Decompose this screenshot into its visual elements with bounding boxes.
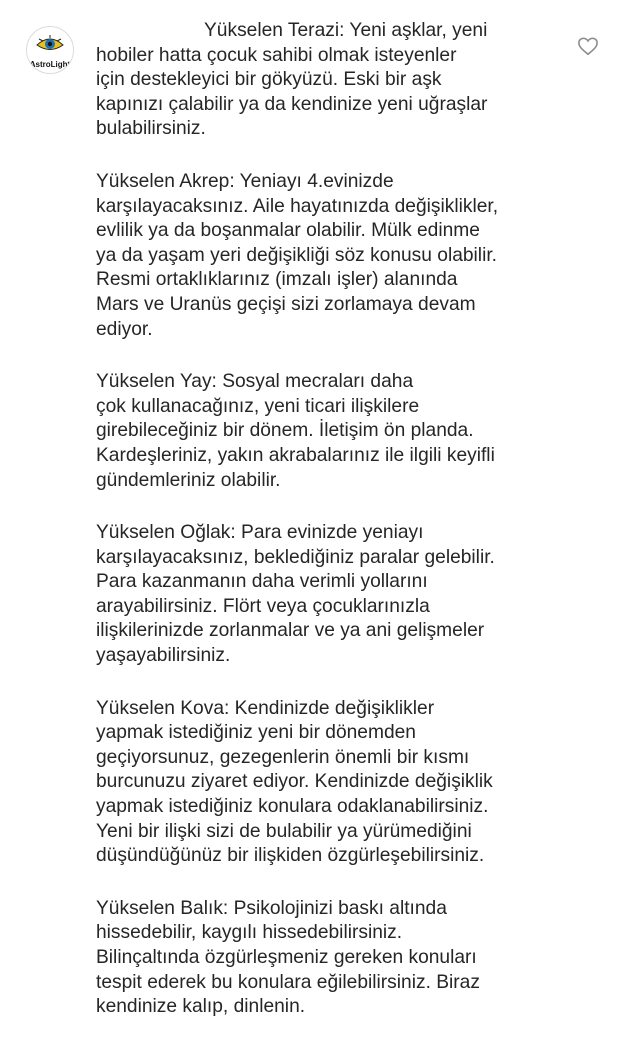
comment-line: Yükselen Terazi: Yeni aşklar, yeni (204, 20, 488, 41)
comment-line: ilişkilerinizde zorlanmalar ve ya ani gelişmeler (96, 620, 485, 642)
comment-line: hobiler hatta çocuk sahibi olmak isteyenler (96, 44, 457, 66)
comment-line: Yükselen Balık: Psikolojinizi baskı altında (96, 897, 447, 919)
comment-line: gündemleriniz olabilir. (96, 469, 281, 491)
comment-line: kapınızı çalabilir ya da kendinize yeni uğraşlar (96, 93, 488, 115)
comment-line: düşündüğünüz bir ilişkiden özgürleşebilirsiniz. (96, 845, 485, 867)
comment-line: yapmak istediğiniz yeni bir dönemden (96, 722, 416, 744)
heart-outline-icon (577, 36, 599, 56)
comment-line: evlilik ya da boşanmalar olabilir. Mülk edinme (96, 220, 480, 242)
comment-line: Para kazanmanın daha verimli yollarını (96, 571, 428, 593)
comment-paragraph (96, 521, 568, 669)
comment-line: bulabilirsiniz. (96, 118, 206, 140)
comment-line: karşılayacaksınız. Aile hayatınızda değişiklikler, (96, 195, 499, 217)
comment-line: Yeni bir ilişki sizi de bulabilir ya yürümediğini (96, 820, 472, 842)
comment-line: yapmak istediğiniz konulara odaklanabilirsiniz. (96, 796, 489, 818)
comment-paragraph (96, 897, 568, 1020)
comment-line: Yükselen Akrep: Yeniayı 4.evinizde (96, 170, 394, 192)
comment-paragraph (96, 19, 568, 142)
comment-line: arayabilirsiniz. Flört veya çocuklarınızla (96, 595, 430, 617)
comment-line: Bilinçaltında özgürleşmeniz gereken konuları (96, 947, 477, 968)
comment-line: kendinize kalıp, dinlenin. (96, 996, 306, 1018)
comment-line: Yükselen Kova: Kendinizde değişiklikler (96, 697, 435, 719)
comment-line: Mars ve Uranüs geçişi sizi zorlamaya devam (96, 293, 476, 315)
comment-text (96, 19, 568, 1048)
comment-line: yaşayabilirsiniz. (96, 645, 231, 667)
comment-line: karşılayacaksınız, beklediğiniz paralar gelebilir. (96, 546, 495, 568)
comment-line: burcunuzu ziyaret ediyor. Kendinizde değişiklik (96, 771, 493, 793)
comment-line: Kardeşleriniz, yakın akrabalarınız ile ilgili keyifli (96, 444, 495, 466)
comment-line: Yükselen Yay: Sosyal mecraları daha (96, 371, 414, 393)
like-button[interactable] (577, 36, 599, 56)
comment-line: tespit ederek bu konulara eğilebilirsiniz. Biraz (96, 971, 480, 993)
avatar-brand-text: AstroLight (29, 60, 71, 69)
comment-paragraph (96, 697, 568, 869)
comment-line: hissedebilir, kaygılı hissedebilirsiniz. (96, 922, 403, 944)
profile-avatar[interactable] (26, 26, 74, 74)
comment-paragraph (96, 170, 568, 342)
comment-line: ediyor. (96, 318, 153, 340)
comment-paragraph (96, 370, 568, 493)
comment-line: çok kullanacağınız, yeni ticari ilişkilere (96, 395, 420, 417)
comment-line: ya da yaşam yeri değişikliği söz konusu olabilir. (96, 244, 497, 266)
comment-line: Resmi ortaklıklarınız (imzalı işler) alanında (96, 269, 458, 291)
comment-line: Yükselen Oğlak: Para evinizde yeniayı (96, 522, 424, 544)
comment-line: için destekleyici bir gökyüzü. Eski bir aşk (96, 69, 442, 91)
comment-line: girebileceğiniz bir dönem. İletişim ön planda. (96, 420, 474, 442)
comment-line: geçiyorsunuz, gezegenlerin önemli bir kısmı (96, 746, 470, 768)
